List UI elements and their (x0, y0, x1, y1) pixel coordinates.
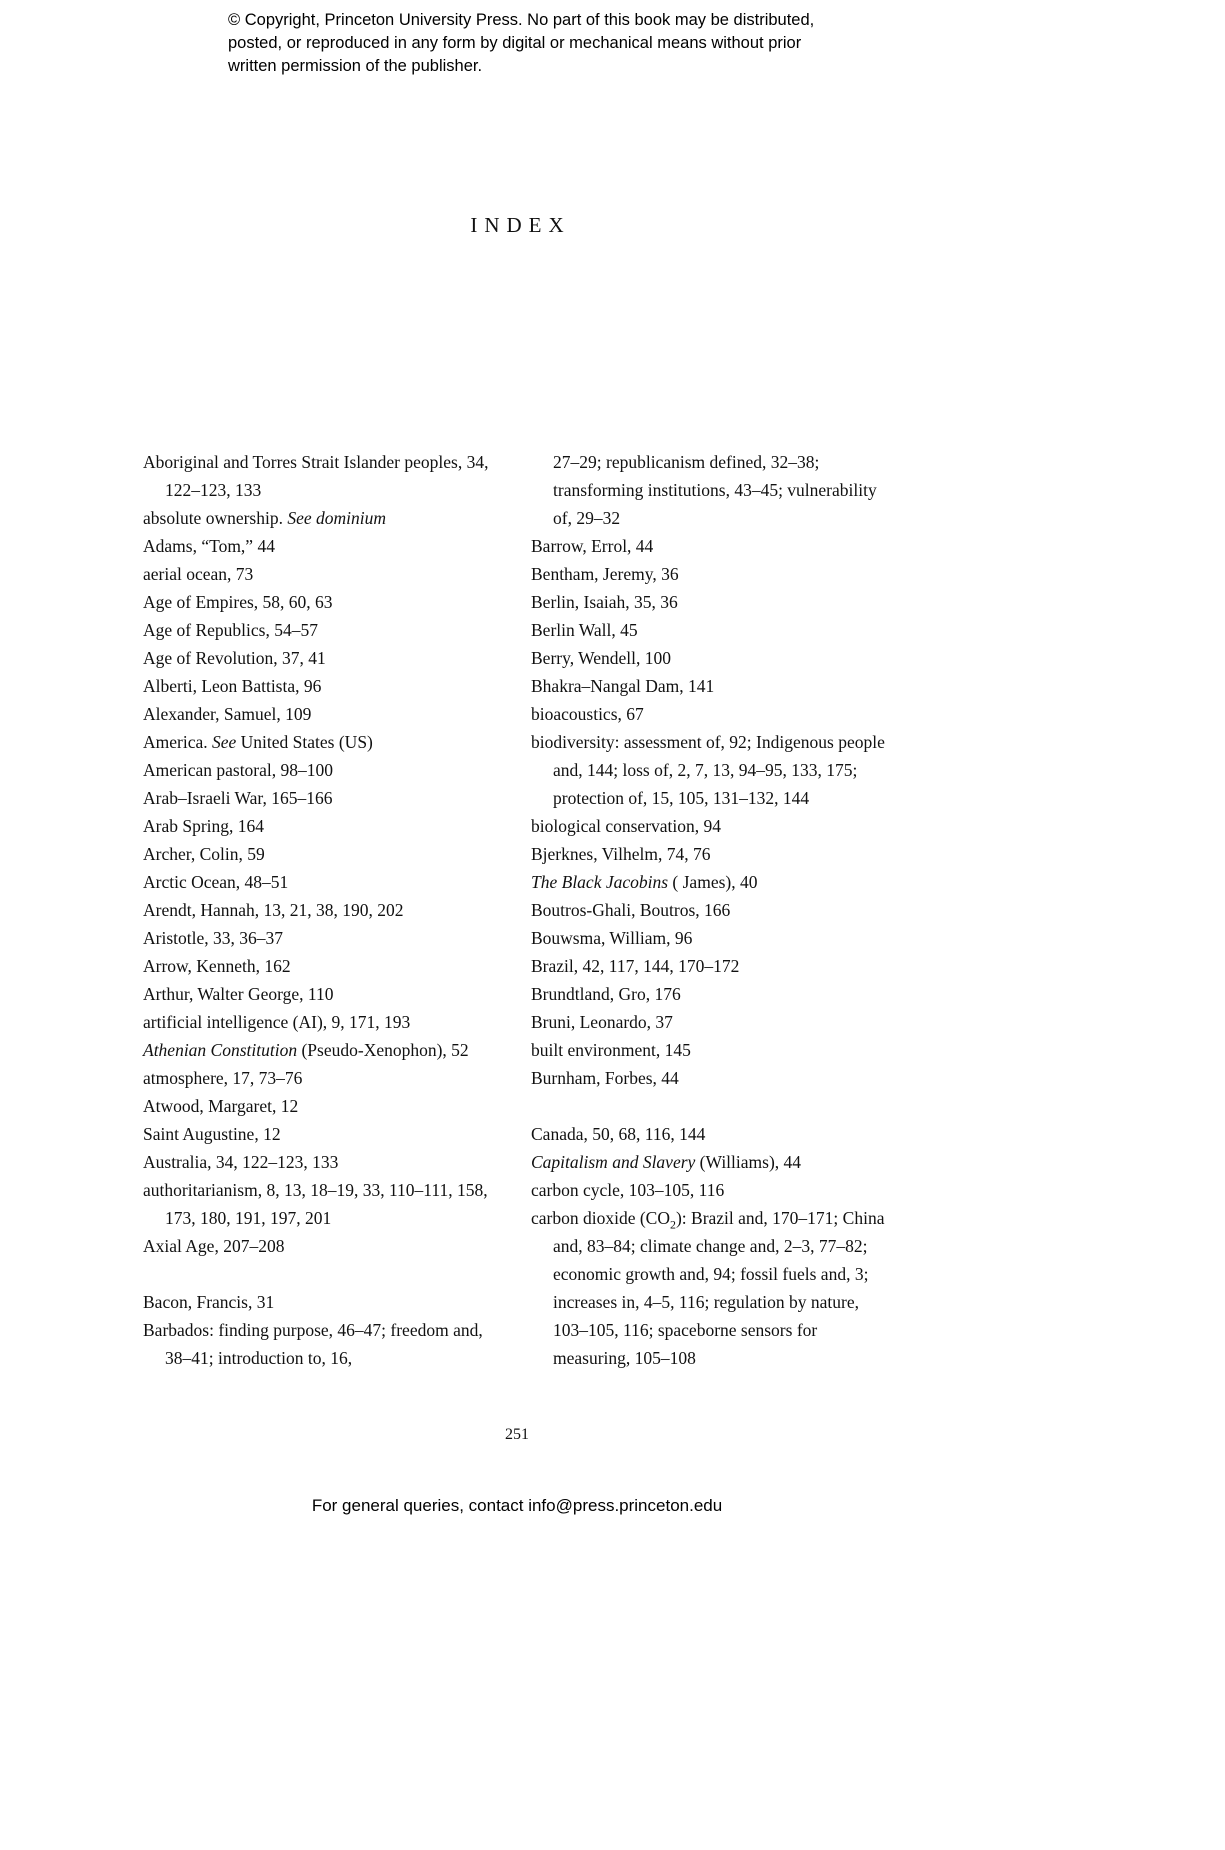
entry-text: Arthur, Walter George, 110 (143, 984, 334, 1004)
index-entry (143, 504, 503, 532)
subscript-text: 2 (670, 1217, 676, 1232)
italic-text: See (212, 732, 237, 752)
italic-text: Athenian Constitution (143, 1040, 298, 1060)
index-entry (531, 1064, 891, 1092)
entry-text: Brazil, 42, 117, 144, 170–172 (531, 956, 740, 976)
index-entry (143, 672, 503, 700)
index-entry (531, 980, 891, 1008)
entry-text: Arendt, Hannah, 13, 21, 38, 190, 202 (143, 900, 404, 920)
entry-text: Boutros-Ghali, Boutros, 166 (531, 900, 731, 920)
entry-text: aerial ocean, 73 (143, 564, 254, 584)
index-entry (143, 952, 503, 980)
index-entry (531, 700, 891, 728)
entry-text: biodiversity: assessment of, 92; Indigenous people and, 144; loss of, 2, 7, 13, 94–95, 133, 175; protection of, 15, 105, 131–132, 144 (531, 732, 885, 808)
entry-text: Aboriginal and Torres Strait Islander peoples, 34, 122–123, 133 (143, 452, 489, 500)
index-entry (143, 1176, 503, 1232)
index-entry (143, 560, 503, 588)
index-entry (531, 1176, 891, 1204)
index-entry (143, 1148, 503, 1176)
index-entry (143, 896, 503, 924)
index-entry (531, 1148, 891, 1176)
index-entry (143, 980, 503, 1008)
entry-text: Archer, Colin, 59 (143, 844, 265, 864)
index-entry (143, 532, 503, 560)
entry-text: Atwood, Margaret, 12 (143, 1096, 299, 1116)
entry-text: Bruni, Leonardo, 37 (531, 1012, 673, 1032)
index-entry (143, 868, 503, 896)
entry-text: Brundtland, Gro, 176 (531, 984, 681, 1004)
entry-text: authoritarianism, 8, 13, 18–19, 33, 110–111, 158, 173, 180, 191, 197, 201 (143, 1180, 488, 1228)
entry-text: Bentham, Jeremy, 36 (531, 564, 679, 584)
index-entry (143, 1092, 503, 1120)
entry-text: Arrow, Kenneth, 162 (143, 956, 291, 976)
entry-text: Bhakra–Nangal Dam, 141 (531, 676, 715, 696)
copyright-notice: © Copyright, Princeton University Press. No part of this book may be distributed, posted, or reproduced in any form by digital or mechanical means without prior written permission of the publisher. (228, 11, 815, 75)
index-entry (531, 868, 891, 896)
index-entry (531, 616, 891, 644)
index-entry (143, 1036, 503, 1064)
index-column-right (531, 448, 891, 1372)
index-entry (143, 1120, 503, 1148)
index-entry (143, 840, 503, 868)
entry-text: built environment, 145 (531, 1040, 691, 1060)
index-entry (143, 448, 503, 504)
entry-text: biological conservation, 94 (531, 816, 722, 836)
entry-text: Berlin Wall, 45 (531, 620, 638, 640)
index-entry (531, 588, 891, 616)
index-entry (143, 784, 503, 812)
index-entry (531, 1008, 891, 1036)
entry-text: Axial Age, 207–208 (143, 1236, 285, 1256)
index-entry (531, 644, 891, 672)
entry-text: carbon dioxide (CO (531, 1208, 670, 1228)
index-entry (531, 560, 891, 588)
index-entry (143, 700, 503, 728)
index-entry (531, 812, 891, 840)
index-entry (143, 1064, 503, 1092)
entry-text: United States (US) (236, 732, 373, 752)
index-columns (143, 448, 891, 1372)
index-column-left (143, 448, 503, 1372)
index-entry (143, 812, 503, 840)
entry-text: ): Brazil and, 170–171; China and, 83–84; climate change and, 2–3, 77–82; economic growth and, 94; fossil fuels and, 3; increases in, 4–5, 116; regulation by nature, 103–105, 116; spaceborne sensors for measuring, 105–108 (553, 1208, 885, 1368)
entry-text: atmosphere, 17, 73–76 (143, 1068, 303, 1088)
index-entry (531, 1036, 891, 1064)
entry-text: 27–29; republicanism defined, 32–38; transforming institutions, 43–45; vulnerability of, 29–32 (553, 452, 877, 528)
entry-text: Adams, “Tom,” 44 (143, 536, 275, 556)
index-entry (531, 728, 891, 812)
entry-text: artificial intelligence (AI), 9, 171, 193 (143, 1012, 411, 1032)
index-entry (531, 952, 891, 980)
italic-text: See dominium (287, 508, 387, 528)
entry-text: Australia, 34, 122–123, 133 (143, 1152, 339, 1172)
index-entry (143, 1288, 503, 1316)
entry-text: Arctic Ocean, 48–51 (143, 872, 289, 892)
index-entry (143, 1232, 503, 1260)
entry-text: (Pseudo-Xenophon), 52 (297, 1040, 469, 1060)
entry-text: Alberti, Leon Battista, 96 (143, 676, 322, 696)
entry-text: Age of Republics, 54–57 (143, 620, 318, 640)
entry-text: Bacon, Francis, 31 (143, 1292, 275, 1312)
index-entry (531, 840, 891, 868)
entry-text: Burnham, Forbes, 44 (531, 1068, 679, 1088)
italic-text: Capitalism and Slavery (531, 1152, 696, 1172)
index-entry (143, 756, 503, 784)
index-entry (531, 896, 891, 924)
page-title: INDEX (470, 213, 571, 237)
italic-text: The Black Jacobins (531, 872, 669, 892)
index-entry (143, 1316, 503, 1372)
entry-text: ( James), 40 (668, 872, 758, 892)
entry-text: Alexander, Samuel, 109 (143, 704, 312, 724)
entry-text: Canada, 50, 68, 116, 144 (531, 1124, 706, 1144)
entry-text: Berry, Wendell, 100 (531, 648, 672, 668)
entry-text: Barrow, Errol, 44 (531, 536, 654, 556)
index-entry (143, 588, 503, 616)
index-entry (143, 644, 503, 672)
entry-text: Berlin, Isaiah, 35, 36 (531, 592, 678, 612)
entry-text: Bjerknes, Vilhelm, 74, 76 (531, 844, 711, 864)
entry-text: America. (143, 732, 212, 752)
page-number: 251 (505, 1426, 529, 1443)
index-entry (143, 728, 503, 756)
footer-contact: For general queries, contact info@press.princeton.edu (311, 1496, 723, 1515)
index-entry (531, 1204, 891, 1372)
entry-text: carbon cycle, 103–105, 116 (531, 1180, 725, 1200)
entry-text: (Williams), 44 (695, 1152, 802, 1172)
entry-text: Age of Empires, 58, 60, 63 (143, 592, 333, 612)
entry-text: Aristotle, 33, 36–37 (143, 928, 283, 948)
index-entry (531, 672, 891, 700)
index-entry (531, 532, 891, 560)
entry-text: Bouwsma, William, 96 (531, 928, 693, 948)
entry-text: Barbados: finding purpose, 46–47; freedom and, 38–41; introduction to, 16, (143, 1320, 483, 1368)
index-entry (143, 924, 503, 952)
entry-text: Age of Revolution, 37, 41 (143, 648, 326, 668)
entry-text: bioacoustics, 67 (531, 704, 644, 724)
entry-text: American pastoral, 98–100 (143, 760, 334, 780)
entry-text: Arab–Israeli War, 165–166 (143, 788, 333, 808)
entry-text: Arab Spring, 164 (143, 816, 265, 836)
entry-text: Saint Augustine, 12 (143, 1124, 281, 1144)
index-entry (531, 1120, 891, 1148)
entry-text: absolute ownership. (143, 508, 288, 528)
index-entry (143, 1008, 503, 1036)
index-entry (531, 924, 891, 952)
index-entry-continuation (531, 448, 891, 532)
index-entry (143, 616, 503, 644)
